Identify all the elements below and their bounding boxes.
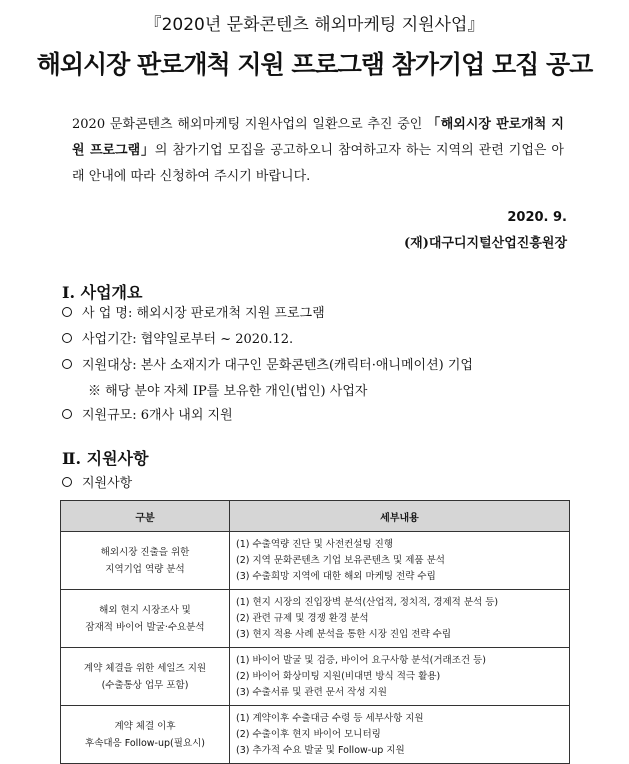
detail-item: (3) 수출서류 및 관련 문서 작성 지원 (236, 686, 387, 698)
table-header-category: 구분 (61, 501, 230, 532)
circle-bullet-icon (62, 307, 72, 317)
intro-text-after: 의 참가기업 모집을 공고하오니 참여하고자 하는 지역의 관련 기업은 아래 안내에 따라 신청하여 주시기 바랍니다. (72, 143, 564, 184)
table-row (61, 648, 570, 706)
list-item (62, 472, 132, 491)
table-cell-category (61, 532, 230, 590)
category-line: 후속대응 Follow-up(필요시) (85, 737, 205, 749)
detail-item: (2) 지역 문화콘텐츠 기업 보유콘텐츠 및 제품 분석 (236, 554, 445, 566)
section2-title: Ⅱ. 지원사항 (62, 449, 149, 468)
note-text: ※ 해당 분야 자체 IP를 보유한 개인(법인) 사업자 (88, 384, 368, 399)
list-item (62, 328, 293, 347)
category-line: 계약 체결 이후 (114, 720, 176, 732)
announcement-date: 2020. 9. (507, 210, 567, 225)
table-cell-category (61, 706, 230, 764)
category-line: 잠재적 바이어 발굴·수요분석 (85, 621, 205, 633)
detail-item: (3) 현지 적용 사례 분석을 통한 시장 진입 전략 수립 (236, 628, 451, 640)
list-item (62, 354, 473, 373)
table-cell-details (230, 648, 570, 706)
category-line: 계약 체결을 위한 세일즈 지원 (83, 662, 207, 674)
bullet-text: 사업기간: 협약일로부터 ~ 2020.12. (82, 332, 294, 347)
bullet-text: 사 업 명: 해외시장 판로개척 지원 프로그램 (82, 306, 325, 321)
table-row (61, 532, 570, 590)
detail-item: (1) 현지 시장의 진입장벽 분석(산업적, 정치적, 경제적 분석 등) (236, 596, 499, 608)
circle-bullet-icon (62, 359, 72, 369)
circle-bullet-icon (62, 333, 72, 343)
detail-item: (3) 수출희망 지역에 대한 해외 마케팅 전략 수립 (236, 570, 436, 582)
detail-item: (3) 추가적 수요 발굴 및 Follow-up 지원 (236, 744, 405, 756)
table-cell-details (230, 706, 570, 764)
detail-item: (1) 바이어 발굴 및 검증, 바이어 요구사항 분석(거래조건 등) (236, 654, 486, 666)
section1-title: Ⅰ. 사업개요 (62, 283, 143, 302)
intro-text-before: 2020 문화콘텐츠 해외마케팅 지원사업의 일환으로 추진 중인 (72, 117, 428, 132)
category-line: 지역기업 역량 분석 (105, 563, 185, 575)
detail-item: (2) 수출이후 현지 바이어 모니터링 (236, 728, 381, 740)
intro-paragraph (72, 112, 564, 190)
document-title: 해외시장 판로개척 지원 프로그램 참가기업 모집 공고 (36, 50, 593, 79)
list-item (62, 404, 233, 423)
circle-bullet-icon (62, 477, 72, 487)
document-subtitle: 『2020년 문화콘텐츠 해외마케팅 지원사업』 (144, 15, 485, 35)
intro-program-name: 「해외시장 판로개척 지원 프로그램」 (72, 117, 564, 158)
bullet-text: 지원대상: 본사 소재지가 대구인 문화콘텐츠(캐릭터·애니메이션) 기업 (82, 358, 473, 373)
detail-item: (2) 관련 규제 및 경쟁 환경 분석 (236, 612, 369, 624)
category-line: 해외시장 진출을 위한 (100, 546, 190, 558)
support-table (60, 500, 570, 764)
table-cell-category (61, 590, 230, 648)
table-header-row (61, 501, 570, 532)
table-cell-category (61, 648, 230, 706)
category-line: (수출통상 업무 포함) (101, 679, 189, 691)
table-cell-details (230, 590, 570, 648)
circle-bullet-icon (62, 409, 72, 419)
detail-item: (2) 바이어 화상미팅 지원(비대면 방식 적극 활용) (236, 670, 441, 682)
list-item (62, 302, 325, 321)
table-row (61, 706, 570, 764)
category-line: 해외 현지 시장조사 및 (99, 604, 191, 616)
bullet-text: 지원규모: 6개사 내외 지원 (82, 408, 233, 423)
table-row (61, 590, 570, 648)
table-header-details: 세부내용 (230, 501, 570, 532)
detail-item: (1) 계약이후 수출대금 수령 등 세부사항 지원 (236, 712, 424, 724)
detail-item: (1) 수출역량 진단 및 사전컨설팅 진행 (236, 538, 394, 550)
organization-name: (재)대구디지털산업진흥원장 (404, 236, 567, 251)
bullet-text: 지원사항 (82, 476, 133, 491)
table-cell-details (230, 532, 570, 590)
